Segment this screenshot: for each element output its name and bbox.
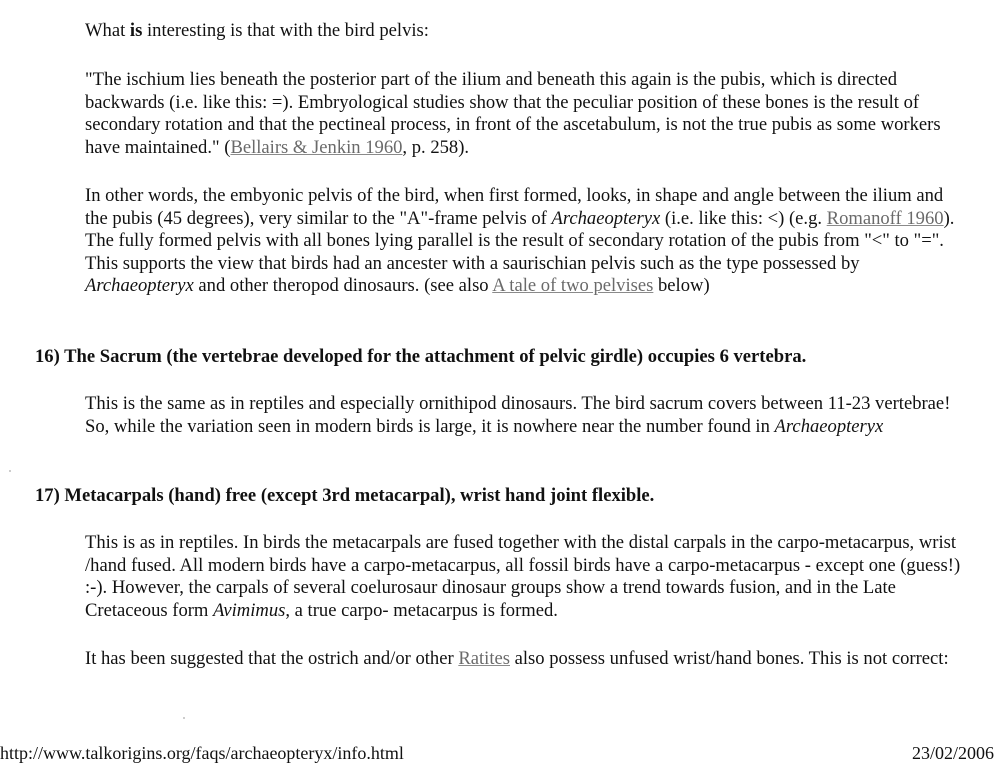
footer-date: 23/02/2006 bbox=[911, 743, 994, 763]
archaeopteryx-italic-2: Archaeopteryx bbox=[85, 275, 194, 297]
intro-text-before: What bbox=[85, 20, 130, 41]
bellairs-jenkin-link[interactable]: Bellairs & Jenkin 1960 bbox=[230, 136, 403, 158]
section-16-paragraph bbox=[85, 393, 965, 438]
other-words-part1: In other words, the embyonic pelvis of the bird, when first formed, looks, in shape and angle between the ilium and the pubis (45 degrees), very similar to the "A"-frame pelvis of bbox=[85, 185, 944, 229]
scan-speck bbox=[183, 717, 185, 719]
other-words-part3: ). The fully formed pelvis with all bones lying parallel is the result of secondary rotation of the pubis from "<" to "=". This supports the view that birds had an ancester with a saurischian pelvis such as the type possessed by bbox=[85, 207, 955, 274]
ratites-link[interactable]: Ratites bbox=[458, 648, 510, 669]
section-16-text: This is the same as in reptiles and especially ornithipod dinosaurs. The bird sacrum covers between 11-23 vertebrae! So, while the variation seen in modern birds is large, it is nowhere near the number found in bbox=[85, 393, 951, 437]
scan-speck bbox=[9, 470, 11, 472]
avimimus-italic: Avimimus bbox=[213, 599, 286, 621]
quote-paragraph bbox=[85, 69, 965, 159]
tale-of-two-pelvises-link[interactable]: A tale of two pelvises bbox=[492, 275, 654, 297]
section-16-heading: 16) The Sacrum (the vertebrae developed for the attachment of pelvic girdle) occupies 6 vertebra. bbox=[35, 346, 807, 367]
quote-text-after: , p. 258). bbox=[402, 136, 470, 158]
intro-emphasis: is bbox=[129, 20, 143, 41]
quote-text: "The ischium lies beneath the posterior part of the ilium and beneath this again is the pubis, which is directed backwards (i.e. like this: =). Embryological studies show that the peculiar position of these bones is the result of secondary rotation and that the pectineal process, in front of the ascetabulum, is not the true pubis as some workers have maintained." ( bbox=[85, 69, 941, 158]
other-words-part2: (i.e. like this: <) (e.g. bbox=[660, 207, 827, 229]
section-16-italic: Archaeopteryx bbox=[774, 415, 884, 437]
intro-paragraph bbox=[85, 20, 965, 43]
romanoff-link[interactable]: Romanoff 1960 bbox=[826, 207, 944, 229]
ostrich-text-before: It has been suggested that the ostrich and/or other bbox=[85, 648, 459, 669]
footer-url: http://www.talkorigins.org/faqs/archaeopteryx/info.html bbox=[0, 743, 404, 763]
other-words-part5: below) bbox=[653, 275, 710, 297]
intro-text-after: interesting is that with the bird pelvis: bbox=[142, 20, 429, 41]
ostrich-text-after: also possess unfused wrist/hand bones. This is not correct: bbox=[509, 648, 949, 669]
other-words-paragraph bbox=[85, 185, 965, 298]
section-17-text-1: This is as in reptiles. In birds the metacarpals are fused together with the distal carpals in the carpo-metacarpus, wrist /hand fused. All modern birds have a carpo-metacarpus, all fossil birds have a carpo-metacarpus - except one (guess!) :-). However, the carpals of several coelurosaur dinosaur groups show a trend towards fusion, and in the Late Cretaceous form bbox=[85, 532, 961, 621]
section-17-text-2: , a true carpo- metacarpus is formed. bbox=[285, 599, 558, 621]
section-17-paragraph bbox=[85, 532, 965, 622]
ostrich-paragraph bbox=[85, 648, 965, 671]
section-17-heading: 17) Metacarpals (hand) free (except 3rd metacarpal), wrist hand joint flexible. bbox=[35, 485, 655, 506]
archaeopteryx-italic-1: Archaeopteryx bbox=[551, 207, 661, 229]
other-words-part4: and other theropod dinosaurs. (see also bbox=[193, 275, 493, 297]
